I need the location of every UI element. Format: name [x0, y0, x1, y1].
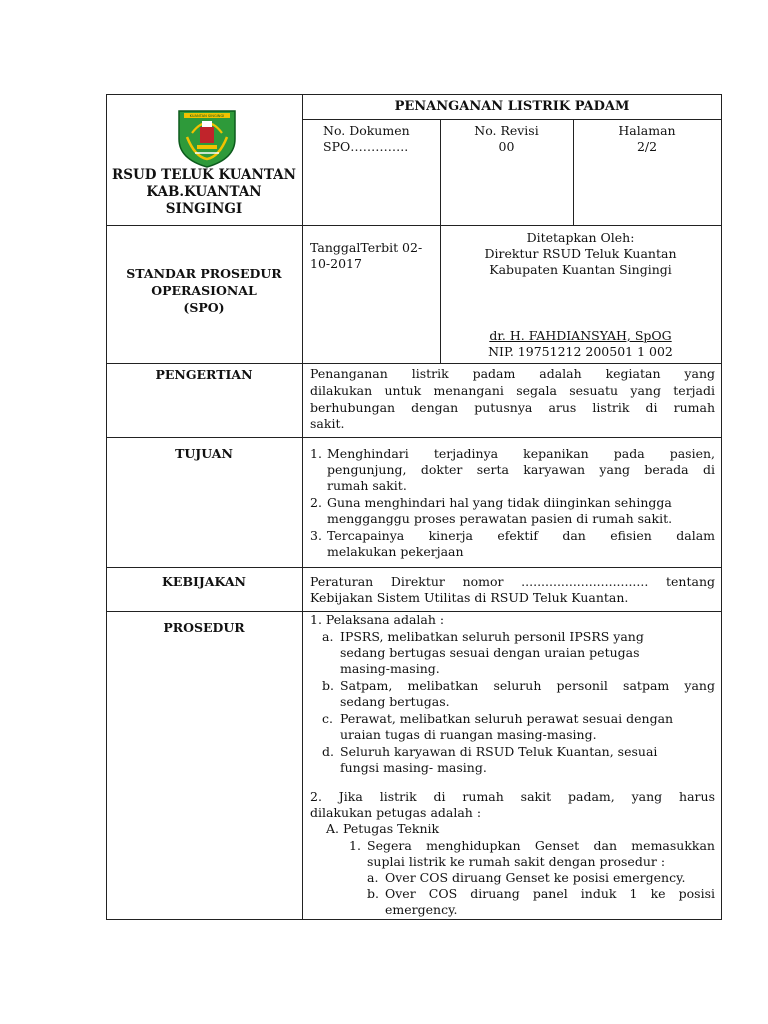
pengertian-line: Penanganan listrik padam adalah kegiatan yang [310, 366, 715, 381]
prosedur-item-marker: b. [322, 678, 334, 693]
prosedur-item-marker: d. [322, 744, 334, 759]
prosedur-substep-line: suplai listrik ke rumah sakit dengan prosedur : [367, 854, 666, 869]
revision-label: No. Revisi [474, 123, 539, 138]
signer-name [440, 328, 721, 344]
document-title: PENANGANAN LISTRIK PADAM [394, 99, 630, 114]
tujuan-item-line: Guna menghindari hal yang tidak diinginkan sehingga [327, 495, 672, 510]
prosedur-substep-line: Over COS diruang Genset ke posisi emergency. [385, 870, 686, 885]
table-border-left [106, 94, 107, 920]
director-title-line2: Kabupaten Kuantan Singingi [489, 262, 672, 277]
prosedur-substep-marker: a. [367, 870, 379, 885]
prosedur-item-line: sedang bertugas sesuai dengan uraian petugas [340, 645, 640, 660]
prosedur-subsection-a: A. Petugas Teknik [326, 821, 440, 836]
section-label-pengertian: PENGERTIAN [155, 367, 253, 382]
pengertian-line: berhubungan dengan putusnya arus listrik di rumah [310, 400, 715, 415]
prosedur-substep-line: Segera menghidupkan Genset dan memasukkan [367, 838, 715, 853]
row-divider [106, 567, 722, 568]
prosedur-item-marker: c. [322, 711, 333, 726]
tujuan-item-line: melakukan pekerjaan [327, 544, 464, 559]
tujuan-item-line: Tercapainya kinerja efektif dan efisien dalam [327, 528, 715, 543]
tujuan-item-line: mengganggu proses perawatan pasien di rumah sakit. [327, 511, 673, 526]
director-title-line1: Direktur RSUD Teluk Kuantan [484, 246, 677, 261]
issue-date-line1: TanggalTerbit 02- [310, 240, 423, 255]
doc-number-value: SPO………….. [323, 139, 409, 154]
signer-name-text: dr. H. FAHDIANSYAH, SpOG [489, 328, 672, 343]
prosedur-item-line: Perawat, melibatkan seluruh perawat sesuai dengan [340, 711, 674, 726]
row-divider [106, 225, 722, 226]
table-border-bottom [106, 919, 722, 920]
prosedur-item-line: Seluruh karyawan di RSUD Teluk Kuantan, sesuai [340, 744, 658, 759]
hospital-logo [175, 109, 239, 169]
prosedur-substep-line: Over COS diruang panel induk 1 ke posisi [385, 886, 715, 901]
sop-label-line3: (SPO) [183, 300, 225, 315]
section-label-tujuan: TUJUAN [175, 446, 233, 461]
row-divider [302, 119, 722, 120]
org-name-line3: SINGINGI [165, 201, 243, 217]
prosedur-step-1: 1. Pelaksana adalah : [310, 612, 445, 627]
row-divider [106, 363, 722, 364]
signer-nip: NIP. 19751212 200501 1 002 [488, 344, 673, 359]
section-label-kebijakan: KEBIJAKAN [162, 574, 246, 589]
prosedur-item-line: IPSRS, melibatkan seluruh personil IPSRS yang [340, 629, 644, 644]
org-name-line2: KAB.KUANTAN [146, 184, 262, 200]
prosedur-item-line: masing-masing. [340, 661, 440, 676]
row-divider [106, 437, 722, 438]
tujuan-item-line: rumah sakit. [327, 478, 407, 493]
sop-label-line1: STANDAR PROSEDUR [126, 266, 282, 281]
kebijakan-line: Peraturan Direktur nomor ................................ tentang [310, 574, 715, 589]
prosedur-substep-marker: 1. [349, 838, 361, 853]
table-border-top [106, 94, 722, 95]
prosedur-step-2-cont: dilakukan petugas adalah : [310, 805, 482, 820]
table-border-right [721, 94, 722, 920]
logo-lettering: KUANTAN SINGINGI [189, 114, 225, 118]
page-label: Halaman [618, 123, 676, 138]
tujuan-number: 2. [310, 495, 322, 510]
org-name-line1: RSUD TELUK KUANTAN [112, 167, 296, 183]
prosedur-item-line: Satpam, melibatkan seluruh personil satpam yang [340, 678, 715, 693]
revision-value: 00 [498, 139, 515, 154]
prosedur-substep-line: emergency. [385, 902, 458, 917]
prosedur-item-line: sedang bertugas. [340, 694, 450, 709]
approved-by: Ditetapkan Oleh: [526, 230, 635, 245]
prosedur-step-2: 2. Jika listrik di rumah sakit padam, yang harus [310, 789, 715, 804]
doc-number-label: No. Dokumen [323, 123, 410, 138]
tujuan-number: 1. [310, 446, 322, 461]
tujuan-item-line: Menghindari terjadinya kepanikan pada pasien, [327, 446, 715, 461]
page-value: 2/2 [636, 139, 658, 154]
tujuan-item-line: pengunjung, dokter serta karyawan yang berada di [327, 462, 715, 477]
issue-date-line2: 10-2017 [310, 256, 362, 271]
column-divider [302, 94, 303, 920]
sop-label-line2: OPERASIONAL [151, 283, 257, 298]
prosedur-substep-marker: b. [367, 886, 379, 901]
tujuan-number: 3. [310, 528, 322, 543]
section-label-prosedur: PROSEDUR [163, 620, 245, 635]
prosedur-item-line: fungsi masing- masing. [340, 760, 487, 775]
prosedur-item-line: uraian tugas di ruangan masing-masing. [340, 727, 597, 742]
pengertian-line: sakit. [310, 416, 345, 431]
kebijakan-line: Kebijakan Sistem Utilitas di RSUD Teluk Kuantan. [310, 590, 629, 605]
pengertian-line: dilakukan untuk menangani segala sesuatu yang terjadi [310, 383, 715, 398]
prosedur-item-marker: a. [322, 629, 334, 644]
